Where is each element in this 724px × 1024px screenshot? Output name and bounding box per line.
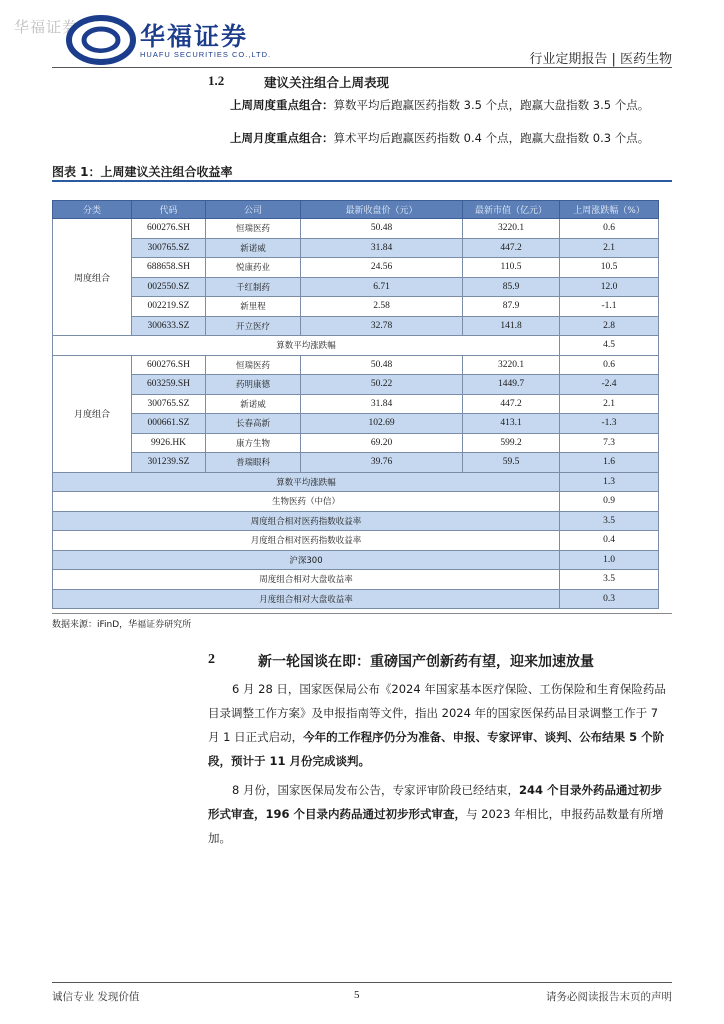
cell-company: 恒瑞医药 bbox=[206, 355, 301, 375]
cell-cap: 87.9 bbox=[463, 297, 560, 317]
cell-change: -2.4 bbox=[560, 375, 659, 395]
cell-change: 2.1 bbox=[560, 238, 659, 258]
table-row bbox=[53, 297, 659, 317]
cell-cap: 1449.7 bbox=[463, 375, 560, 395]
summary-label: 月度组合相对大盘收益率 bbox=[53, 589, 560, 609]
cell-code: 002219.SZ bbox=[132, 297, 206, 317]
header-divider bbox=[52, 67, 672, 68]
table-row bbox=[53, 258, 659, 278]
cell-price: 32.78 bbox=[301, 316, 463, 336]
summary-row bbox=[53, 589, 659, 609]
table-row bbox=[53, 316, 659, 336]
summary-label: 周度组合相对医药指数收益率 bbox=[53, 511, 560, 531]
summary-label: 周度组合相对大盘收益率 bbox=[53, 570, 560, 590]
cell-price: 50.48 bbox=[301, 219, 463, 239]
cell-price: 24.56 bbox=[301, 258, 463, 278]
cell-code: 301239.SZ bbox=[132, 453, 206, 473]
summary-value: 0.9 bbox=[560, 492, 659, 512]
paragraph-2-tail: 与 2023 年相比，申报药品数量有所增加。 bbox=[208, 807, 664, 845]
summary-row bbox=[53, 531, 659, 551]
cell-cap: 141.8 bbox=[463, 316, 560, 336]
col-header-category: 分类 bbox=[53, 201, 132, 219]
source-divider bbox=[52, 613, 672, 614]
cell-cap: 447.2 bbox=[463, 238, 560, 258]
cell-cap: 599.2 bbox=[463, 433, 560, 453]
group-label: 月度组合 bbox=[53, 355, 132, 472]
brand-name-cn: 华福证券 bbox=[140, 22, 249, 51]
cell-code: 300765.SZ bbox=[132, 394, 206, 414]
cell-cap: 85.9 bbox=[463, 277, 560, 297]
cell-company: 千红制药 bbox=[206, 277, 301, 297]
footer-disclaimer: 请务必阅读报告末页的声明 bbox=[546, 991, 672, 1003]
cell-change: 0.6 bbox=[560, 219, 659, 239]
col-header-change: 上周涨跌幅（%） bbox=[560, 201, 659, 219]
cell-change: 12.0 bbox=[560, 277, 659, 297]
cell-cap: 110.5 bbox=[463, 258, 560, 278]
table-row bbox=[53, 277, 659, 297]
brand-name-en: HUAFU SECURITIES CO.,LTD. bbox=[140, 50, 272, 59]
cell-code: 603259.SH bbox=[132, 375, 206, 395]
cell-code: 688658.SH bbox=[132, 258, 206, 278]
table-row bbox=[53, 394, 659, 414]
table-row bbox=[53, 414, 659, 434]
summary-row bbox=[53, 511, 659, 531]
table-row bbox=[53, 355, 659, 375]
summary-value: 3.5 bbox=[560, 511, 659, 531]
summary-value: 0.3 bbox=[560, 589, 659, 609]
table-header-row bbox=[53, 201, 659, 219]
summary-label: 算数平均涨跌幅 bbox=[53, 336, 560, 356]
cell-price: 31.84 bbox=[301, 238, 463, 258]
cell-price: 102.69 bbox=[301, 414, 463, 434]
summary-value: 3.5 bbox=[560, 570, 659, 590]
weekly-summary-label: 上周周度重点组合： bbox=[230, 98, 334, 112]
summary-value: 0.4 bbox=[560, 531, 659, 551]
figure-title: 图表 1：上周建议关注组合收益率 bbox=[52, 165, 233, 179]
summary-row bbox=[53, 472, 659, 492]
paragraph-2-bold: 244 个目录外药品通过初步形式审查，196 个目录内药品通过初步形式审查， bbox=[208, 783, 662, 821]
section2-title: 新一轮国谈在即：重磅国产创新药有望，迎来加速放量 bbox=[258, 654, 594, 670]
cell-price: 2.58 bbox=[301, 297, 463, 317]
col-header-company: 公司 bbox=[206, 201, 301, 219]
section2-paragraph-1 bbox=[208, 677, 672, 773]
footer-divider bbox=[52, 982, 672, 983]
cell-price: 39.76 bbox=[301, 453, 463, 473]
cell-company: 长春高新 bbox=[206, 414, 301, 434]
table-row bbox=[53, 375, 659, 395]
monthly-summary bbox=[230, 126, 672, 150]
cell-price: 31.84 bbox=[301, 394, 463, 414]
cell-cap: 447.2 bbox=[463, 394, 560, 414]
report-type: 行业定期报告 | 医药生物 bbox=[529, 52, 672, 67]
summary-value: 4.5 bbox=[560, 336, 659, 356]
monthly-summary-text: 算术平均后跑赢医药指数 0.4 个点，跑赢大盘指数 0.3 个点。 bbox=[333, 131, 650, 145]
cell-company: 开立医疗 bbox=[206, 316, 301, 336]
figure-divider bbox=[52, 180, 672, 182]
weekly-average-row bbox=[53, 336, 659, 356]
paragraph-1-text: 6 月 28 日，国家医保局公布《2024 年国家基本医疗保险、工伤保险和生育保险药品目录调整工作方案》及申报指南等文件，指出 2024 年的国家医保药品目录调整工作于 7 月 1 日正式启动， bbox=[208, 682, 666, 744]
group-label: 周度组合 bbox=[53, 219, 132, 336]
cell-company: 新诺威 bbox=[206, 394, 301, 414]
cell-code: 300765.SZ bbox=[132, 238, 206, 258]
cell-change: -1.3 bbox=[560, 414, 659, 434]
table-row bbox=[53, 433, 659, 453]
summary-label: 算数平均涨跌幅 bbox=[53, 472, 560, 492]
col-header-price: 最新收盘价（元） bbox=[301, 201, 463, 219]
cell-company: 新里程 bbox=[206, 297, 301, 317]
paragraph-1-bold: 今年的工作程序仍分为准备、申报、专家评审、谈判、公布结果 5 个阶段，预计于 11 月份完成谈判。 bbox=[208, 730, 665, 768]
col-header-code: 代码 bbox=[132, 201, 206, 219]
summary-row bbox=[53, 492, 659, 512]
cell-cap: 3220.1 bbox=[463, 219, 560, 239]
cell-company: 药明康德 bbox=[206, 375, 301, 395]
cell-change: 1.6 bbox=[560, 453, 659, 473]
table-row bbox=[53, 219, 659, 239]
weekly-summary-text: 算数平均后跑赢医药指数 3.5 个点，跑赢大盘指数 3.5 个点。 bbox=[333, 98, 650, 112]
page-number: 5 bbox=[354, 989, 360, 1001]
table-row bbox=[53, 453, 659, 473]
cell-change: 10.5 bbox=[560, 258, 659, 278]
cell-code: 600276.SH bbox=[132, 219, 206, 239]
summary-row bbox=[53, 570, 659, 590]
cell-company: 普瑞眼科 bbox=[206, 453, 301, 473]
summary-row bbox=[53, 550, 659, 570]
paragraph-2-text: 8 月份，国家医保局发布公告，专家评审阶段已经结束， bbox=[232, 783, 519, 797]
cell-change: -1.1 bbox=[560, 297, 659, 317]
cell-code: 002550.SZ bbox=[132, 277, 206, 297]
watermark-text: 华福证券 bbox=[14, 18, 79, 36]
cell-company: 康方生物 bbox=[206, 433, 301, 453]
col-header-cap: 最新市值（亿元） bbox=[463, 201, 560, 219]
table-row bbox=[53, 238, 659, 258]
cell-code: 300633.SZ bbox=[132, 316, 206, 336]
portfolio-return-table bbox=[52, 200, 659, 609]
cell-price: 69.20 bbox=[301, 433, 463, 453]
cell-change: 0.6 bbox=[560, 355, 659, 375]
summary-label: 生物医药（中信） bbox=[53, 492, 560, 512]
cell-company: 悦康药业 bbox=[206, 258, 301, 278]
cell-company: 恒瑞医药 bbox=[206, 219, 301, 239]
summary-value: 1.3 bbox=[560, 472, 659, 492]
cell-code: 600276.SH bbox=[132, 355, 206, 375]
company-logo bbox=[66, 14, 136, 66]
cell-code: 000661.SZ bbox=[132, 414, 206, 434]
cell-change: 2.1 bbox=[560, 394, 659, 414]
summary-label: 月度组合相对医药指数收益率 bbox=[53, 531, 560, 551]
footer-slogan: 诚信专业 发现价值 bbox=[52, 991, 140, 1003]
weekly-summary bbox=[230, 93, 672, 117]
monthly-summary-label: 上周月度重点组合： bbox=[230, 131, 334, 145]
summary-value: 1.0 bbox=[560, 550, 659, 570]
cell-price: 50.22 bbox=[301, 375, 463, 395]
section-number: 1.2 bbox=[208, 73, 225, 88]
cell-cap: 59.5 bbox=[463, 453, 560, 473]
section-title: 建议关注组合上周表现 bbox=[264, 75, 390, 90]
section2-paragraph-2 bbox=[208, 778, 672, 850]
section2-number: 2 bbox=[208, 652, 215, 667]
cell-change: 7.3 bbox=[560, 433, 659, 453]
cell-cap: 413.1 bbox=[463, 414, 560, 434]
summary-label: 沪深300 bbox=[53, 550, 560, 570]
cell-change: 2.8 bbox=[560, 316, 659, 336]
cell-code: 9926.HK bbox=[132, 433, 206, 453]
data-source: 数据来源：iFinD，华福证券研究所 bbox=[52, 620, 192, 630]
cell-price: 6.71 bbox=[301, 277, 463, 297]
cell-price: 50.48 bbox=[301, 355, 463, 375]
cell-company: 新诺威 bbox=[206, 238, 301, 258]
cell-cap: 3220.1 bbox=[463, 355, 560, 375]
